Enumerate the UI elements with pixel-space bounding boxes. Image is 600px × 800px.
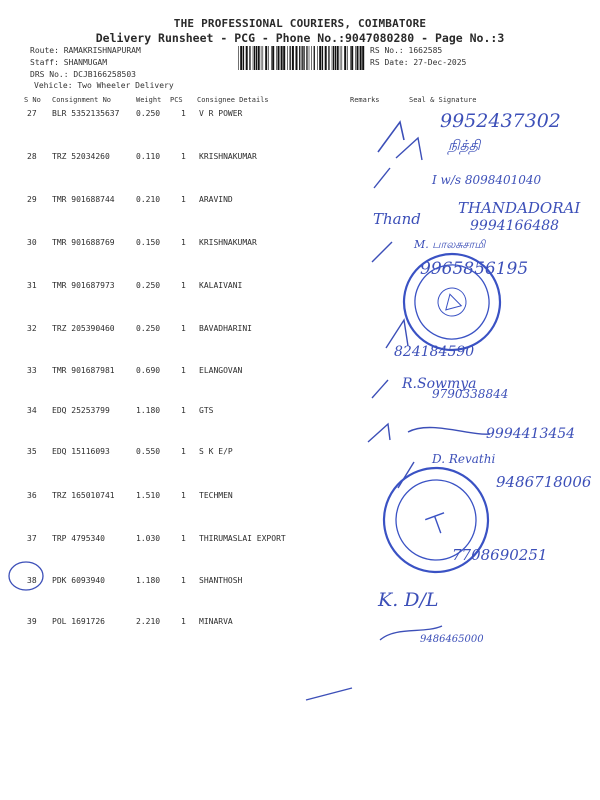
row-consignment-no: TRZ 205390460 xyxy=(52,324,115,333)
row-weight: 1.180 xyxy=(136,576,161,585)
row-consignee: KRISHNAKUMAR xyxy=(199,152,257,161)
row-weight: 1.180 xyxy=(136,406,161,415)
row-pcs: 1 xyxy=(181,576,186,585)
handwritten-phone: 9994413454 xyxy=(486,426,576,442)
row-weight: 0.210 xyxy=(136,195,161,204)
tick-mark xyxy=(398,462,414,488)
vehicle-label: Vehicle: Two Wheeler Delivery xyxy=(34,81,174,90)
row-consignee: V R POWER xyxy=(199,109,243,118)
signature-stroke xyxy=(408,427,490,434)
handwritten-signature: K. D/L xyxy=(378,589,439,611)
row-consignment-no: TMR 901687973 xyxy=(52,281,115,290)
row-consignment-no: TMR 901688769 xyxy=(52,238,115,247)
tick-mark xyxy=(372,242,392,262)
row-sno: 36 xyxy=(27,491,37,500)
handwritten-phone: 9486718006 xyxy=(496,473,592,491)
row-weight: 0.250 xyxy=(136,324,161,333)
row-sno: 31 xyxy=(27,281,37,290)
handwritten-name: THANDADORAI xyxy=(458,199,581,217)
tick-mark xyxy=(386,320,408,348)
row-consignment-no: TMR 901688744 xyxy=(52,195,115,204)
handwritten-phone: 9994166488 xyxy=(470,218,560,234)
col-consignee: Consignee Details xyxy=(197,96,269,104)
row-pcs: 1 xyxy=(181,281,186,290)
row-pcs: 1 xyxy=(181,324,186,333)
signature-stroke xyxy=(380,626,442,640)
col-weight: Weight xyxy=(136,96,162,104)
row-consignee: TECHMEN xyxy=(199,491,233,500)
row-consignee: KRISHNAKUMAR xyxy=(199,238,257,247)
row-sno: 35 xyxy=(27,447,37,456)
handwritten-phone: 9486465000 xyxy=(420,634,484,645)
row-pcs: 1 xyxy=(181,152,186,161)
rs-date: RS Date: 27-Dec-2025 xyxy=(370,58,467,67)
row-consignee: BAVADHARINI xyxy=(199,324,252,333)
row-pcs: 1 xyxy=(181,109,186,118)
row-consignee: S K E/P xyxy=(199,447,233,456)
row-consignment-no: TMR 901687981 xyxy=(52,366,115,375)
rs-number: RS No.: 1662585 xyxy=(370,46,443,55)
row-consignee: ARAVIND xyxy=(199,195,233,204)
handwritten-phone: 824184590 xyxy=(394,344,475,360)
row-pcs: 1 xyxy=(181,195,186,204)
row-consignee: MINARVA xyxy=(199,617,233,626)
row-consignee: ELANGOVAN xyxy=(199,366,243,375)
document-title: THE PROFESSIONAL COURIERS, COIMBATORE xyxy=(173,17,427,30)
row-consignment-no: TRZ 52034260 xyxy=(52,152,110,161)
row-consignment-no: BLR 5352135637 xyxy=(52,109,120,118)
row-sno: 37 xyxy=(27,534,37,543)
handwritten-name: D. Revathi xyxy=(432,452,496,466)
row-weight: 2.210 xyxy=(136,617,161,626)
col-consignment: Consignment No xyxy=(52,96,112,104)
row-pcs: 1 xyxy=(181,491,186,500)
row-weight: 0.110 xyxy=(136,152,161,161)
handwritten-name: M. பாலசுசாமி xyxy=(414,238,486,251)
row-pcs: 1 xyxy=(181,534,186,543)
row-sno: 39 xyxy=(27,617,37,626)
handwritten-phone: 9965856195 xyxy=(420,259,529,279)
tick-mark xyxy=(374,168,390,188)
col-pcs: PCS xyxy=(170,96,183,104)
row-consignee: THIRUMASLAI EXPORT xyxy=(199,534,286,543)
route-label: Route: RAMAKRISHNAPURAM xyxy=(30,46,141,55)
row-weight: 1.510 xyxy=(136,491,161,500)
tick-mark xyxy=(368,424,390,442)
handwritten-phone: I w/s 8098401040 xyxy=(432,173,542,187)
row-consignment-no: TRP 4795340 xyxy=(52,534,105,543)
handwritten-signature: நித்தி xyxy=(448,138,481,154)
row-sno: 30 xyxy=(27,238,37,247)
col-sno: S No xyxy=(24,96,41,104)
row-consignment-no: POL 1691726 xyxy=(52,617,105,626)
row-weight: 0.690 xyxy=(136,366,161,375)
stray-pen-line xyxy=(306,688,352,700)
handwritten-phone: 7708690251 xyxy=(452,546,548,564)
row-consignment-no: EDQ 25253799 xyxy=(52,406,110,415)
row-sno: 34 xyxy=(27,406,37,415)
row-sno: 29 xyxy=(27,195,37,204)
handwritten-signature: R.Sowmya xyxy=(402,376,477,392)
row-weight: 0.250 xyxy=(136,109,161,118)
circle-mark xyxy=(9,562,43,590)
col-remarks: Remarks xyxy=(350,96,380,104)
document-subtitle: Delivery Runsheet - PCG - Phone No.:9047080280 - Page No.:3 xyxy=(95,31,505,45)
company-stamp xyxy=(393,243,511,361)
tick-mark xyxy=(396,138,422,160)
row-sno: 28 xyxy=(27,152,37,161)
row-consignee: SHANTHOSH xyxy=(199,576,243,585)
row-sno: 27 xyxy=(27,109,37,118)
row-weight: 0.150 xyxy=(136,238,161,247)
row-consignee: GTS xyxy=(199,406,214,415)
row-sno: 33 xyxy=(27,366,37,375)
row-sno: 32 xyxy=(27,324,37,333)
tick-mark xyxy=(378,122,404,152)
row-consignment-no: EDQ 15116093 xyxy=(52,447,110,456)
handwritten-phone: 9952437302 xyxy=(440,110,561,132)
row-consignment-no: TRZ 165010741 xyxy=(52,491,115,500)
row-consignment-no: PDK 6093940 xyxy=(52,576,105,585)
row-weight: 0.550 xyxy=(136,447,161,456)
drs-number: DRS No.: DCJB166258503 xyxy=(30,70,136,79)
row-sno: 38 xyxy=(27,576,37,585)
row-weight: 1.030 xyxy=(136,534,161,543)
row-pcs: 1 xyxy=(181,447,186,456)
row-consignee: KALAIVANI xyxy=(199,281,243,290)
row-pcs: 1 xyxy=(181,366,186,375)
row-weight: 0.250 xyxy=(136,281,161,290)
handwritten-signature: Thand xyxy=(373,210,421,228)
tick-mark xyxy=(372,380,388,398)
barcode xyxy=(238,46,366,70)
staff-label: Staff: SHANMUGAM xyxy=(30,58,108,67)
row-pcs: 1 xyxy=(181,238,186,247)
col-seal-signature: Seal & Signature xyxy=(409,96,477,104)
company-stamp xyxy=(369,453,502,586)
handwritten-phone: 9790338844 xyxy=(432,387,509,401)
row-pcs: 1 xyxy=(181,406,186,415)
row-pcs: 1 xyxy=(181,617,186,626)
